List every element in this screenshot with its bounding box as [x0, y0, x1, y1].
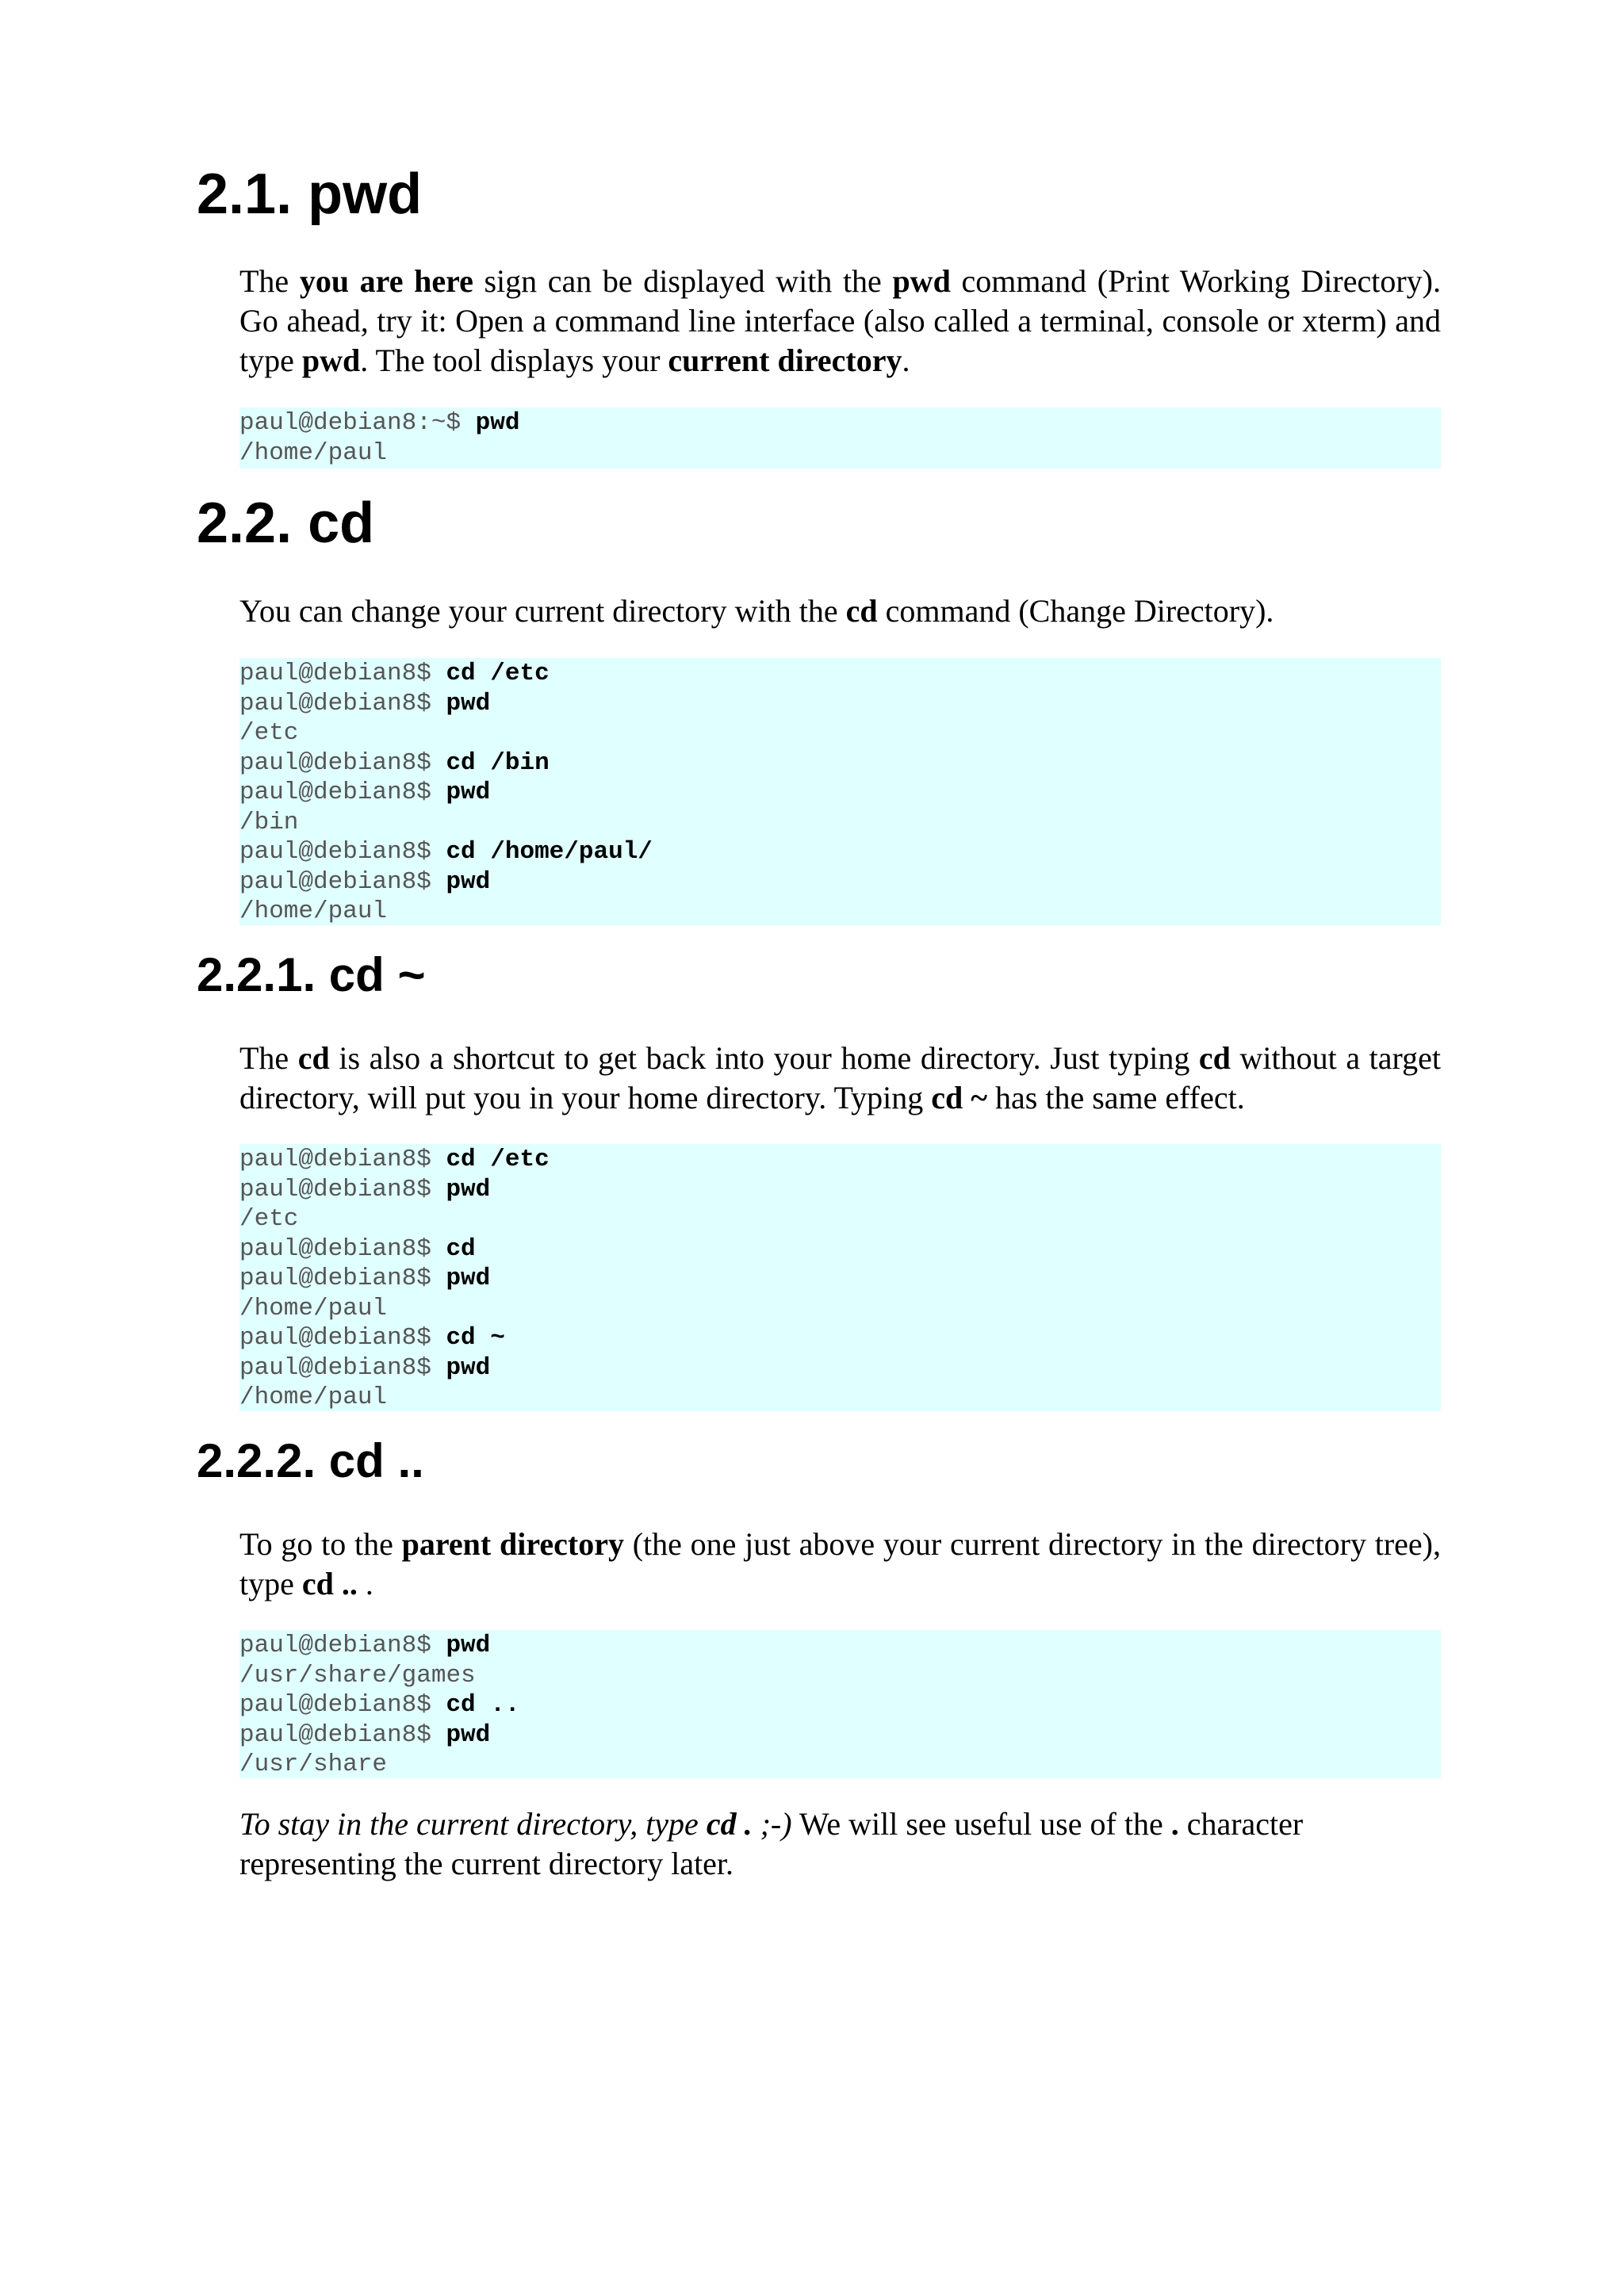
text-run: You can change your current directory with the	[239, 593, 846, 629]
code-block-cd-home	[239, 1144, 1441, 1411]
shell-prompt: paul@debian8$	[239, 1265, 446, 1292]
shell-prompt: paul@debian8$	[239, 1324, 446, 1352]
shell-prompt: paul@debian8$	[239, 779, 446, 806]
section-heading-cd-home: 2.2.1. cd ~	[197, 948, 426, 1001]
text-run: without a target directory, will put you in your home directory. Typing	[239, 1040, 1442, 1115]
code-output-line: /home/paul	[239, 897, 388, 925]
shell-prompt: paul@debian8:~$	[239, 409, 476, 437]
shell-command: pwd	[446, 1175, 491, 1203]
shell-prompt: paul@debian8$	[239, 1353, 446, 1382]
text-run: has the same effect.	[987, 1080, 1245, 1115]
code-command-line	[239, 1720, 1441, 1751]
code-command-line	[239, 1323, 1441, 1353]
shell-prompt: paul@debian8$	[239, 867, 446, 896]
emphasis-text: cd	[297, 1040, 330, 1076]
code-command-line	[239, 1175, 1441, 1205]
shell-command: pwd	[446, 1632, 491, 1659]
code-command-line	[239, 1353, 1441, 1383]
shell-prompt: paul@debian8$	[239, 1720, 446, 1749]
section-heading-cd: 2.2. cd	[197, 492, 375, 555]
emphasis-text: you are here	[299, 263, 473, 299]
code-output-line: /etc	[239, 1205, 299, 1233]
emphasis-text: pwd	[301, 342, 361, 378]
code-command-line	[239, 837, 1441, 867]
code-command-line	[239, 1690, 1441, 1720]
shell-prompt: paul@debian8$	[239, 1632, 446, 1659]
text-run: The	[239, 263, 300, 299]
text-run: .	[357, 1566, 373, 1601]
text-run: The	[239, 1040, 298, 1076]
shell-prompt: paul@debian8$	[239, 1234, 446, 1263]
code-block-cd	[239, 658, 1441, 925]
section-heading-cd-parent: 2.2.2. cd ..	[197, 1434, 424, 1487]
code-command-line	[239, 867, 1441, 897]
emphasis-text: cd ~	[931, 1080, 988, 1115]
code-output-line: /bin	[239, 808, 299, 836]
code-output-line: /usr/share	[239, 1751, 388, 1778]
code-block-cd-parent	[239, 1630, 1441, 1778]
code-command-line	[239, 659, 1441, 689]
code-block-pwd	[239, 408, 1441, 469]
shell-command: cd	[446, 1234, 476, 1263]
text-run: . The tool displays your	[360, 342, 668, 378]
italic-text: To stay in the current directory, type	[239, 1806, 707, 1842]
shell-prompt: paul@debian8$	[239, 838, 446, 866]
text-run: command (Change Directory).	[877, 593, 1274, 629]
emphasis-text: .	[1170, 1806, 1179, 1842]
code-output-line: /home/paul	[239, 1383, 388, 1411]
shell-command: pwd	[446, 867, 491, 896]
text-run: We will see useful use of the	[791, 1806, 1171, 1842]
code-output-line: /home/paul	[239, 438, 388, 467]
code-output-line: /etc	[239, 719, 299, 747]
shell-command: cd /etc	[446, 1146, 550, 1173]
text-run: command (Print Working Directory). Go ahead, try it: Open a command line interface (also called a terminal, console or xterm) and type	[239, 263, 1441, 378]
code-output-line: /home/paul	[239, 1294, 388, 1322]
code-output-line: /usr/share/games	[239, 1661, 476, 1689]
emphasis-text: cd .	[706, 1806, 753, 1842]
code-command-line	[239, 408, 1441, 438]
shell-command: pwd	[446, 1353, 491, 1382]
shell-prompt: paul@debian8$	[239, 1146, 446, 1173]
text-run: .	[902, 342, 910, 378]
code-command-line	[239, 689, 1441, 719]
italic-text: ;-)	[752, 1806, 792, 1842]
shell-command: cd ~	[446, 1324, 505, 1352]
shell-prompt: paul@debian8$	[239, 1175, 446, 1203]
paragraph-cd-parent	[239, 1525, 1441, 1604]
shell-command: cd /home/paul/	[446, 838, 653, 866]
shell-command: cd /bin	[446, 748, 550, 777]
shell-prompt: paul@debian8$	[239, 660, 446, 687]
emphasis-text: parent directory	[401, 1526, 624, 1562]
paragraph-cd	[239, 591, 1441, 631]
shell-command: pwd	[475, 409, 520, 437]
emphasis-text: cd	[845, 593, 878, 629]
code-command-line	[239, 1234, 1441, 1265]
emphasis-text: cd ..	[301, 1566, 358, 1601]
text-run: is also a shortcut to get back into your home directory. Just typing	[329, 1040, 1199, 1076]
paragraph-cd-home	[239, 1039, 1441, 1118]
paragraph-cd-current	[239, 1804, 1441, 1884]
shell-command: cd /etc	[446, 660, 550, 687]
code-command-line	[239, 748, 1441, 779]
emphasis-text: current directory	[668, 342, 902, 378]
shell-prompt: paul@debian8$	[239, 748, 446, 777]
text-run: (the one just above your current directory in the directory tree), type	[239, 1526, 1441, 1601]
emphasis-text: pwd	[892, 263, 951, 299]
section-heading-pwd: 2.1. pwd	[197, 163, 423, 226]
shell-prompt: paul@debian8$	[239, 689, 446, 718]
code-command-line	[239, 1145, 1441, 1175]
text-run: character representing the current directory later.	[239, 1806, 1304, 1881]
shell-command: cd ..	[446, 1691, 520, 1719]
paragraph-pwd	[239, 262, 1441, 381]
shell-prompt: paul@debian8$	[239, 1691, 446, 1719]
text-run: To go to the	[239, 1526, 402, 1562]
shell-command: pwd	[446, 1720, 491, 1749]
emphasis-text: cd	[1198, 1040, 1231, 1076]
shell-command: pwd	[446, 689, 491, 718]
text-run: sign can be displayed with the	[473, 263, 893, 299]
shell-command: pwd	[446, 1265, 491, 1292]
code-command-line	[239, 778, 1441, 808]
code-command-line	[239, 1631, 1441, 1661]
shell-command: pwd	[446, 779, 491, 806]
code-command-line	[239, 1264, 1441, 1294]
